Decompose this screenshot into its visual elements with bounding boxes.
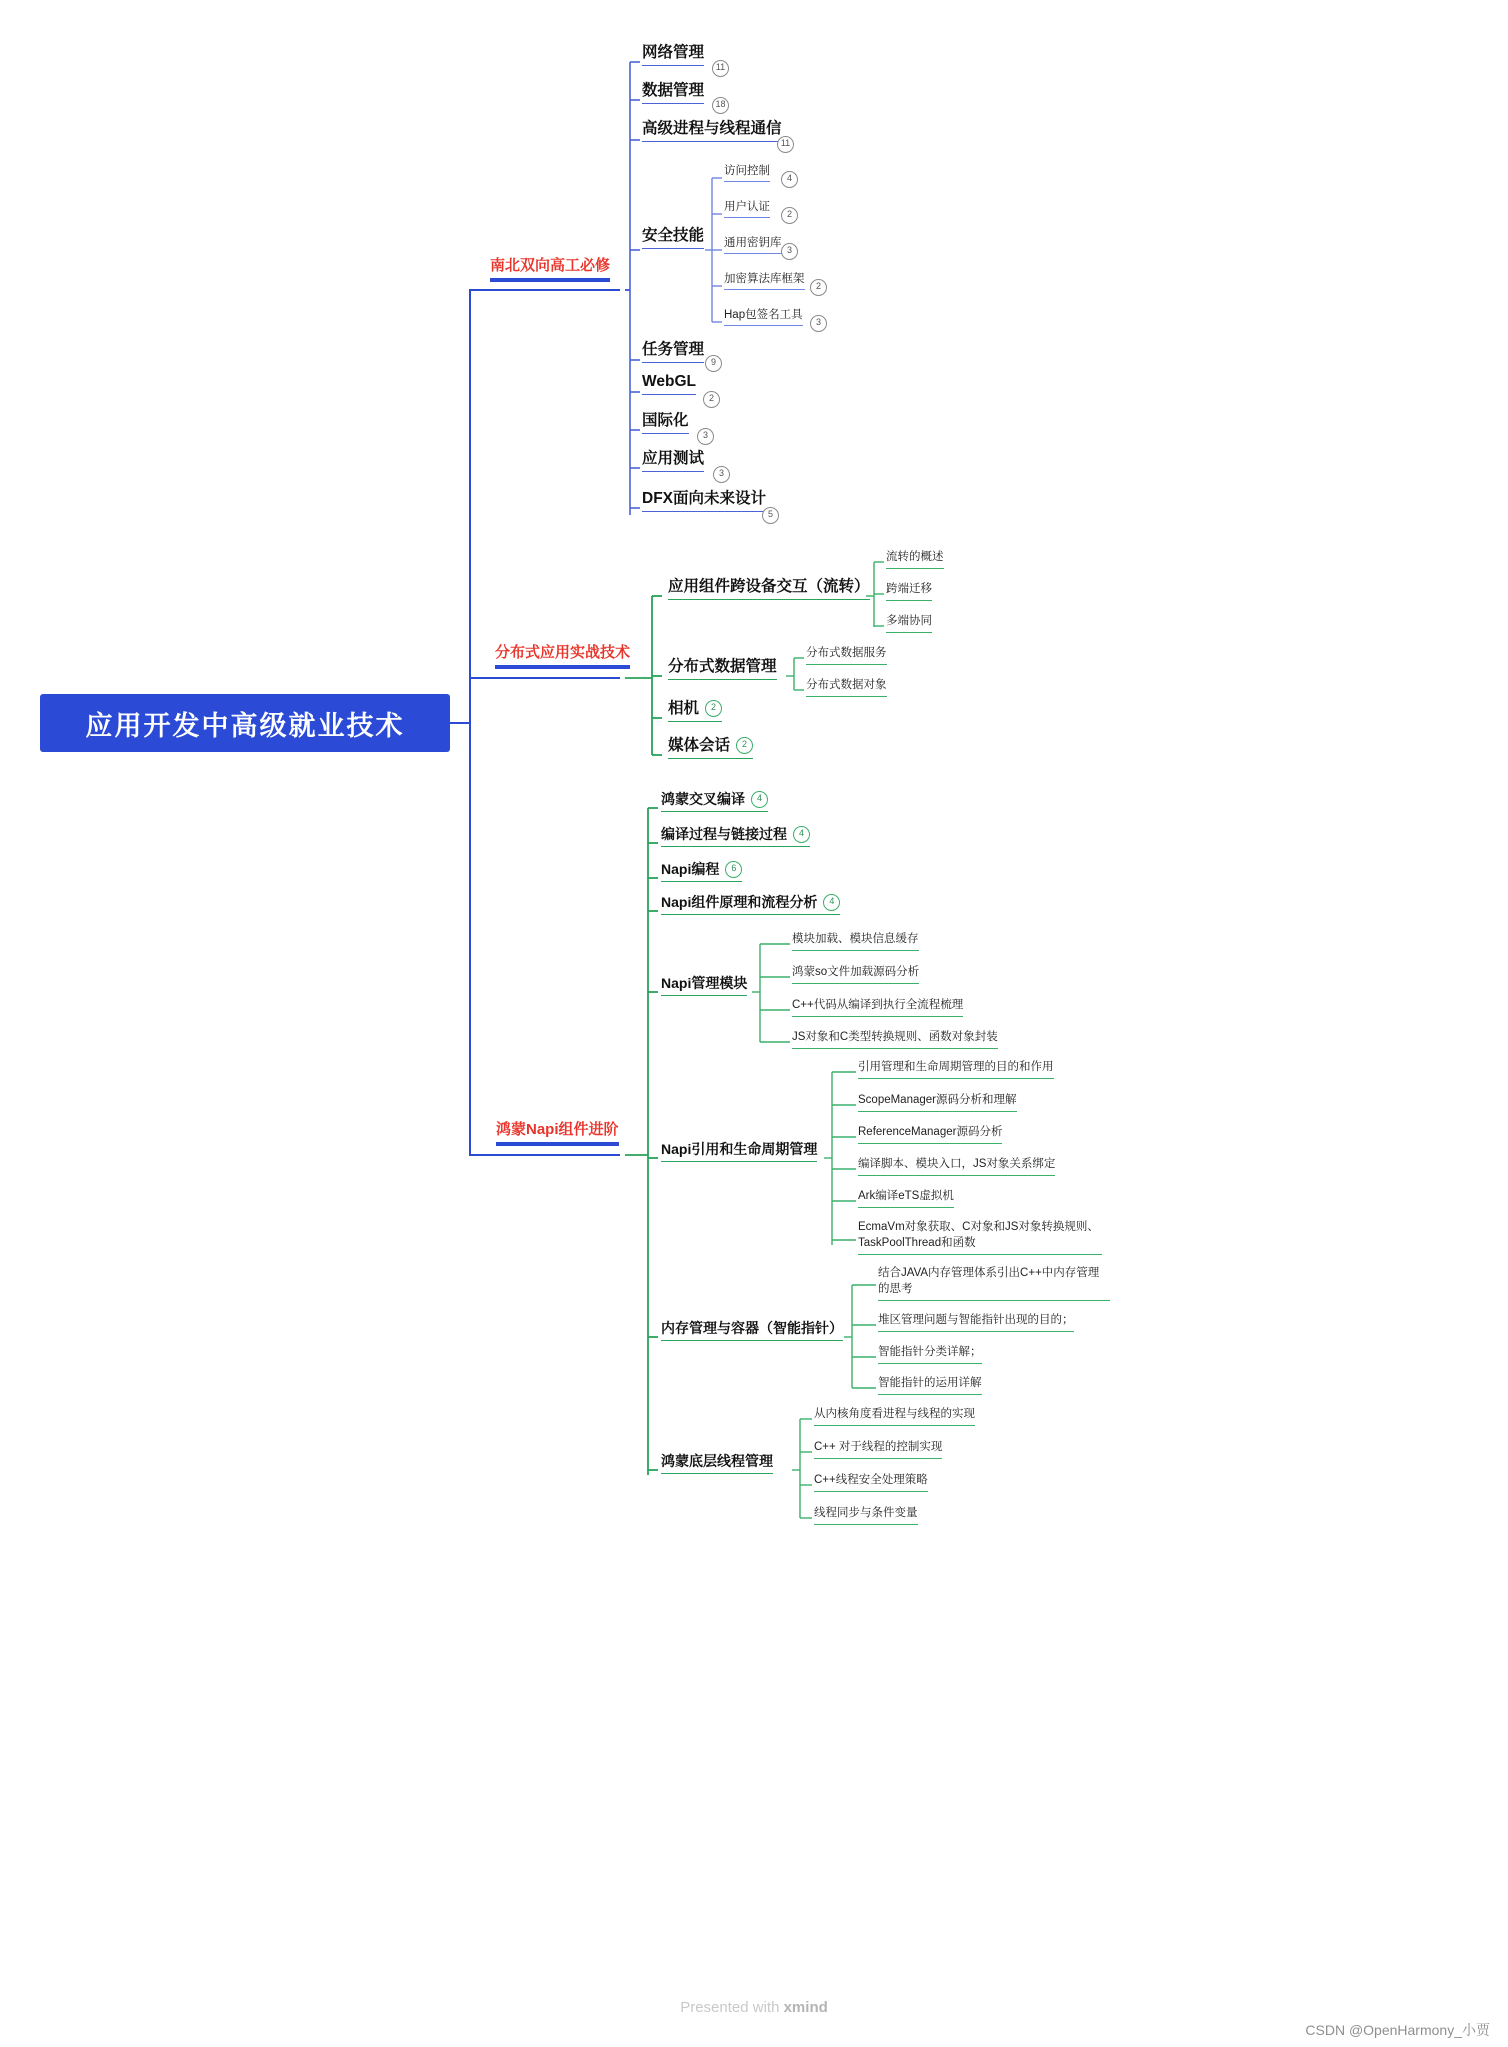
branch-title-1[interactable] (490, 258, 610, 282)
node-app-testing[interactable] (642, 450, 704, 472)
node-distributed-data-object[interactable] (806, 678, 887, 697)
node-referencemanager-analysis[interactable] (858, 1125, 1002, 1144)
node-label: ScopeManager源码分析和理解 (858, 1094, 1017, 1106)
count-badge: 3 (810, 315, 827, 332)
node-underlying-thread-management[interactable] (661, 1453, 773, 1474)
node-label: 内存管理与容器（智能指针） (661, 1320, 843, 1336)
count-badge: 3 (781, 243, 798, 260)
node-user-auth[interactable] (724, 200, 770, 218)
node-label: 流转的概述 (886, 551, 944, 563)
node-kernel-process-thread[interactable] (814, 1407, 975, 1426)
branch-title-1-label: 南北双向高工必修 (490, 257, 611, 274)
credit-prefix: Presented with (680, 1999, 784, 2016)
node-compile-link-process[interactable] (661, 826, 810, 847)
node-keystore[interactable] (724, 236, 782, 254)
node-label: 鸿蒙底层线程管理 (661, 1453, 773, 1469)
count-badge: 4 (823, 894, 840, 911)
count-badge: 3 (697, 428, 714, 445)
node-napi-module-manager[interactable] (661, 975, 747, 996)
node-ecmavm-object-conversion[interactable] (858, 1219, 1102, 1255)
count-badge: 9 (705, 355, 722, 372)
branch-title-2-label: 分布式应用实战技术 (495, 644, 631, 661)
node-distributed-data-service[interactable] (806, 646, 887, 665)
node-smart-pointer-usage[interactable] (878, 1376, 982, 1395)
node-label: 模块加载、模块信息缓存 (792, 933, 919, 945)
node-label: Napi管理模块 (661, 975, 748, 991)
node-label: 网络管理 (642, 44, 705, 61)
node-label: C++线程安全处理策略 (814, 1474, 928, 1486)
node-advanced-ipc[interactable] (642, 120, 782, 142)
node-label: 分布式数据管理 (668, 658, 777, 675)
node-label: Napi编程 (661, 861, 720, 877)
node-label: C++代码从编译到执行全流程梳理 (792, 999, 964, 1011)
node-hap-sign-tool[interactable] (724, 308, 803, 326)
node-label: 引用管理和生命周期管理的目的和作用 (858, 1061, 1054, 1073)
node-label: DFX面向未来设计 (642, 490, 767, 507)
node-label: Napi引用和生命周期管理 (661, 1141, 818, 1157)
node-label: 鸿蒙交叉编译 (661, 791, 745, 807)
node-label: EcmaVm对象获取、C对象和JS对象转换规则、TaskPoolThread和函数 (858, 1221, 1099, 1249)
node-label: 媒体会话 (668, 737, 731, 754)
node-security-skills[interactable] (642, 227, 704, 249)
node-label: JS对象和C类型转换规则、函数对象封装 (792, 1031, 998, 1043)
branch-title-2[interactable] (495, 645, 630, 669)
node-label: 访问控制 (724, 165, 770, 177)
node-label: 多端协同 (886, 615, 932, 627)
branch-title-3[interactable] (496, 1122, 619, 1146)
node-label: 从内核角度看进程与线程的实现 (814, 1408, 975, 1420)
node-cpp-thread-safety[interactable] (814, 1473, 928, 1492)
node-label: 线程同步与条件变量 (814, 1507, 918, 1519)
branch-title-3-label: 鸿蒙Napi组件进阶 (496, 1121, 619, 1138)
root-node[interactable] (40, 694, 450, 752)
node-label: WebGL (642, 373, 696, 390)
node-flow-overview[interactable] (886, 550, 944, 569)
count-badge: 11 (777, 136, 794, 153)
node-label: 智能指针分类详解； (878, 1346, 982, 1358)
node-smart-pointer-classification[interactable] (878, 1345, 982, 1364)
node-label: Napi组件原理和流程分析 (661, 894, 818, 910)
node-label: 加密算法库框架 (724, 273, 805, 285)
count-badge: 4 (751, 791, 768, 808)
node-label: 结合JAVA内存管理体系引出C++中内存管理的思考 (878, 1267, 1100, 1295)
node-task-management[interactable] (642, 341, 704, 363)
node-thread-sync-condvar[interactable] (814, 1506, 918, 1525)
node-ref-lifecycle-purpose[interactable] (858, 1060, 1054, 1079)
watermark: CSDN @OpenHarmony_小贾 (1305, 2022, 1490, 2038)
node-label: Hap包签名工具 (724, 309, 803, 321)
node-i18n[interactable] (642, 412, 689, 434)
node-label: 数据管理 (642, 82, 705, 99)
node-label: 相机 (668, 700, 700, 717)
node-label: 智能指针的运用详解 (878, 1377, 982, 1389)
node-label: 通用密钥库 (724, 237, 782, 249)
node-label: 安全技能 (642, 227, 705, 244)
node-label: 用户认证 (724, 201, 770, 213)
node-label: 编译过程与链接过程 (661, 826, 787, 842)
count-badge: 2 (703, 391, 720, 408)
node-cross-compile[interactable] (661, 791, 768, 812)
node-compile-script-entry-binding[interactable] (858, 1157, 1055, 1176)
node-label: C++ 对于线程的控制实现 (814, 1441, 943, 1453)
node-label: 堆区管理问题与智能指针出现的目的； (878, 1314, 1074, 1326)
node-label: ReferenceManager源码分析 (858, 1126, 1003, 1138)
credit-brand: xmind (783, 1999, 828, 2016)
node-cpp-compile-exec-flow[interactable] (792, 998, 963, 1017)
node-label: 任务管理 (642, 341, 705, 358)
node-cross-device-interaction[interactable] (668, 578, 870, 600)
node-access-control[interactable] (724, 164, 770, 182)
xmind-credit (0, 1999, 1508, 2016)
node-crypto-framework[interactable] (724, 272, 805, 290)
node-label: 鸿蒙so文件加载源码分析 (792, 966, 920, 978)
count-badge: 2 (705, 700, 722, 717)
node-network-management[interactable] (642, 44, 704, 66)
node-label: Ark编译eTS虚拟机 (858, 1190, 954, 1202)
count-badge: 6 (725, 861, 742, 878)
node-multi-device-collab[interactable] (886, 614, 932, 633)
node-cross-device-migration[interactable] (886, 582, 932, 601)
node-ark-ets-vm[interactable] (858, 1189, 954, 1208)
node-media-session[interactable] (668, 737, 753, 759)
count-badge: 4 (781, 171, 798, 188)
count-badge: 5 (762, 507, 779, 524)
node-label: 分布式数据对象 (806, 679, 887, 691)
node-label: 国际化 (642, 412, 689, 429)
node-label: 编译脚本、模块入口，JS对象关系绑定 (858, 1158, 1056, 1170)
node-js-c-type-conversion[interactable] (792, 1030, 998, 1049)
node-napi-ref-lifecycle[interactable] (661, 1141, 817, 1162)
node-napi-principle-flow[interactable] (661, 894, 840, 915)
node-label: 跨端迁移 (886, 583, 932, 595)
node-label: 应用组件跨设备交互（流转） (668, 578, 870, 595)
node-module-load-cache[interactable] (792, 932, 919, 951)
node-cpp-thread-control[interactable] (814, 1440, 942, 1459)
count-badge: 3 (713, 466, 730, 483)
node-so-load-source-analysis[interactable] (792, 965, 919, 984)
node-scopemanager-analysis[interactable] (858, 1093, 1017, 1112)
count-badge: 4 (793, 826, 810, 843)
count-badge: 2 (781, 207, 798, 224)
node-java-cpp-memory-thinking[interactable] (878, 1265, 1110, 1301)
node-napi-programming[interactable] (661, 861, 742, 882)
node-memory-management-smart-pointer[interactable] (661, 1320, 843, 1341)
node-data-management[interactable] (642, 82, 704, 104)
count-badge: 2 (736, 737, 753, 754)
node-label: 应用测试 (642, 450, 705, 467)
count-badge: 2 (810, 279, 827, 296)
node-heap-smart-pointer-purpose[interactable] (878, 1313, 1074, 1332)
node-label: 高级进程与线程通信 (642, 120, 782, 137)
node-dfx-future-design[interactable] (642, 490, 766, 512)
node-camera[interactable] (668, 700, 722, 722)
node-distributed-data-management[interactable] (668, 658, 777, 680)
count-badge: 11 (712, 60, 729, 77)
root-label: 应用开发中高级就业技术 (85, 710, 405, 741)
node-label: 分布式数据服务 (806, 647, 887, 659)
node-webgl[interactable] (642, 373, 696, 395)
count-badge: 18 (712, 97, 729, 114)
